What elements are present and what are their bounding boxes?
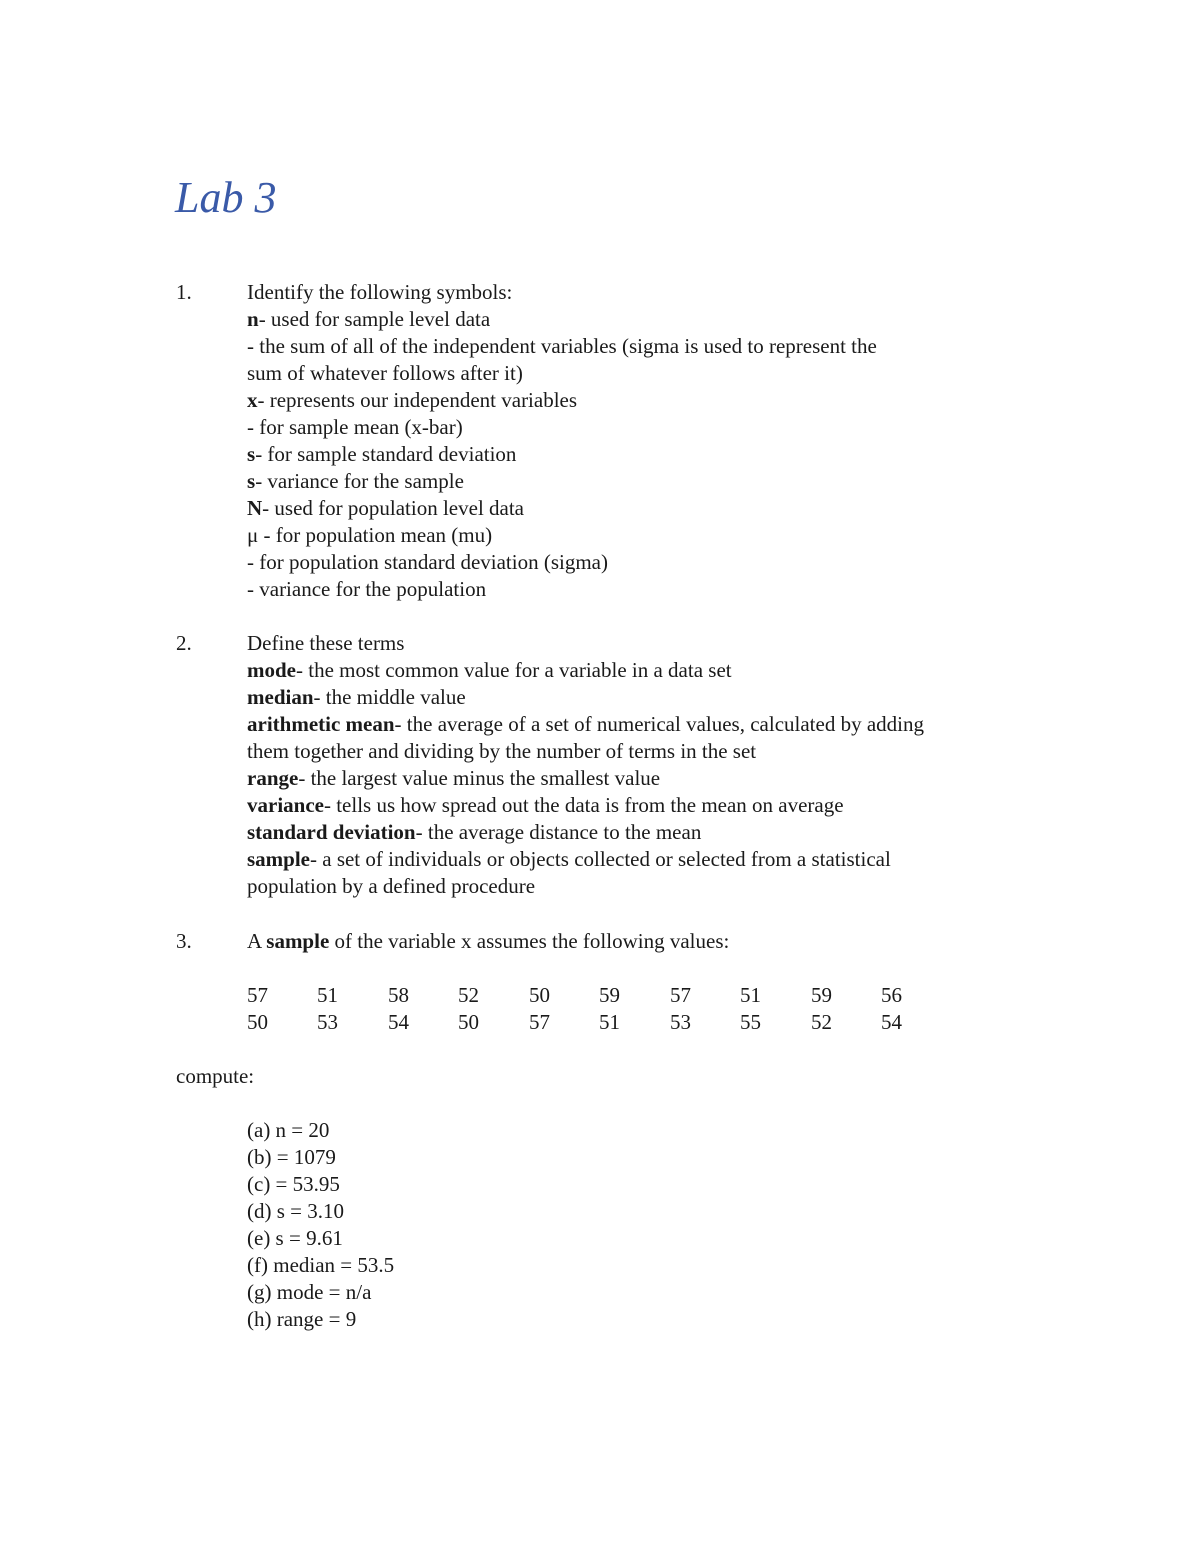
prompt-text: of the variable x assumes the following values: bbox=[329, 929, 730, 953]
symbol-item bbox=[247, 495, 524, 522]
definition-text: - a set of individuals or objects collected or selected from a statistical bbox=[310, 847, 891, 871]
defined-term: x bbox=[247, 388, 258, 412]
computed-answer: (c) = 53.95 bbox=[247, 1172, 340, 1196]
question-3-number: 3. bbox=[176, 929, 192, 953]
computed-answer: (d) s = 3.10 bbox=[247, 1199, 345, 1223]
defined-term: s bbox=[247, 442, 256, 466]
sample-value: 54 bbox=[388, 1010, 409, 1034]
defined-term: N bbox=[247, 496, 263, 520]
computed-answer: (e) s = 9.61 bbox=[247, 1226, 343, 1250]
computed-answer: (f) median = 53.5 bbox=[247, 1253, 395, 1277]
term-definition-item bbox=[247, 792, 844, 819]
definition-text: - tells us how spread out the data is from the mean on average bbox=[323, 793, 844, 817]
question-3-prompt bbox=[247, 928, 729, 955]
compute-label: compute: bbox=[176, 1064, 255, 1088]
sample-value: 56 bbox=[881, 983, 902, 1007]
definition-text: - the sum of all of the independent variables (sigma is used to represent the bbox=[247, 334, 877, 358]
symbol-item bbox=[247, 360, 523, 387]
term-definition-item bbox=[247, 657, 732, 684]
symbol-item bbox=[247, 549, 608, 576]
sample-value: 52 bbox=[458, 983, 479, 1007]
definition-text: - for sample standard deviation bbox=[255, 442, 517, 466]
symbol-item bbox=[247, 333, 877, 360]
symbol-item bbox=[247, 468, 464, 495]
sample-value: 59 bbox=[599, 983, 620, 1007]
term-definition-item bbox=[247, 738, 756, 765]
definition-text: them together and dividing by the number of terms in the set bbox=[247, 739, 757, 763]
sample-value: 50 bbox=[529, 983, 550, 1007]
question-2-heading: Define these terms bbox=[247, 631, 405, 655]
definition-text: - represents our independent variables bbox=[257, 388, 578, 412]
definition-text: - the largest value minus the smallest value bbox=[298, 766, 661, 790]
sample-value: 57 bbox=[670, 983, 691, 1007]
term-definition-item bbox=[247, 684, 466, 711]
definition-text: - the average distance to the mean bbox=[415, 820, 702, 844]
sample-value: 53 bbox=[317, 1010, 338, 1034]
sample-value: 59 bbox=[811, 983, 832, 1007]
definition-text: - for population standard deviation (sigma) bbox=[247, 550, 608, 574]
defined-term: n bbox=[247, 307, 259, 331]
defined-term: arithmetic mean bbox=[247, 712, 395, 736]
definition-text: population by a defined procedure bbox=[247, 874, 536, 898]
term-definition-item bbox=[247, 819, 701, 846]
defined-term: s bbox=[247, 469, 256, 493]
definition-text: - variance for the population bbox=[247, 577, 487, 601]
term-definition-item bbox=[247, 711, 924, 738]
sample-value: 50 bbox=[247, 1010, 268, 1034]
defined-term: mode bbox=[247, 658, 296, 682]
question-1-heading: Identify the following symbols: bbox=[247, 280, 513, 304]
sample-value: 50 bbox=[458, 1010, 479, 1034]
sample-value: 51 bbox=[599, 1010, 620, 1034]
sample-value: 54 bbox=[881, 1010, 902, 1034]
prompt-bold-term: sample bbox=[266, 929, 330, 953]
defined-term: sample bbox=[247, 847, 310, 871]
document-title: Lab 3 bbox=[175, 173, 277, 222]
definition-text: sum of whatever follows after it) bbox=[247, 361, 523, 385]
question-1-number: 1. bbox=[176, 280, 192, 304]
definition-text: - the middle value bbox=[313, 685, 466, 709]
sample-value: 55 bbox=[740, 1010, 761, 1034]
definition-text: - the most common value for a variable in a data set bbox=[296, 658, 732, 682]
question-2-number: 2. bbox=[176, 631, 192, 655]
symbol-item bbox=[247, 522, 492, 549]
prompt-text: A bbox=[247, 929, 267, 953]
definition-text: - variance for the sample bbox=[255, 469, 464, 493]
definition-text: - used for sample level data bbox=[258, 307, 491, 331]
computed-answer: (b) = 1079 bbox=[247, 1145, 336, 1169]
sample-value: 57 bbox=[529, 1010, 550, 1034]
defined-term: variance bbox=[247, 793, 324, 817]
definition-text: - the average of a set of numerical values, calculated by adding bbox=[394, 712, 924, 736]
definition-text: - for sample mean (x-bar) bbox=[247, 415, 463, 439]
definition-text: μ - for population mean (mu) bbox=[247, 523, 493, 547]
computed-answer: (a) n = 20 bbox=[247, 1118, 330, 1142]
sample-value: 57 bbox=[247, 983, 268, 1007]
sample-value: 51 bbox=[317, 983, 338, 1007]
sample-value: 53 bbox=[670, 1010, 691, 1034]
symbol-item bbox=[247, 576, 486, 603]
sample-value: 51 bbox=[740, 983, 761, 1007]
definition-text: - used for population level data bbox=[262, 496, 525, 520]
term-definition-item bbox=[247, 765, 660, 792]
symbol-item bbox=[247, 414, 463, 441]
term-definition-item bbox=[247, 873, 535, 900]
computed-answer: (g) mode = n/a bbox=[247, 1280, 372, 1304]
defined-term: range bbox=[247, 766, 299, 790]
sample-value: 58 bbox=[388, 983, 409, 1007]
computed-answer: (h) range = 9 bbox=[247, 1307, 357, 1331]
defined-term: median bbox=[247, 685, 314, 709]
sample-value: 52 bbox=[811, 1010, 832, 1034]
symbol-item bbox=[247, 306, 490, 333]
defined-term: standard deviation bbox=[247, 820, 416, 844]
term-definition-item bbox=[247, 846, 891, 873]
symbol-item bbox=[247, 387, 577, 414]
symbol-item bbox=[247, 441, 516, 468]
